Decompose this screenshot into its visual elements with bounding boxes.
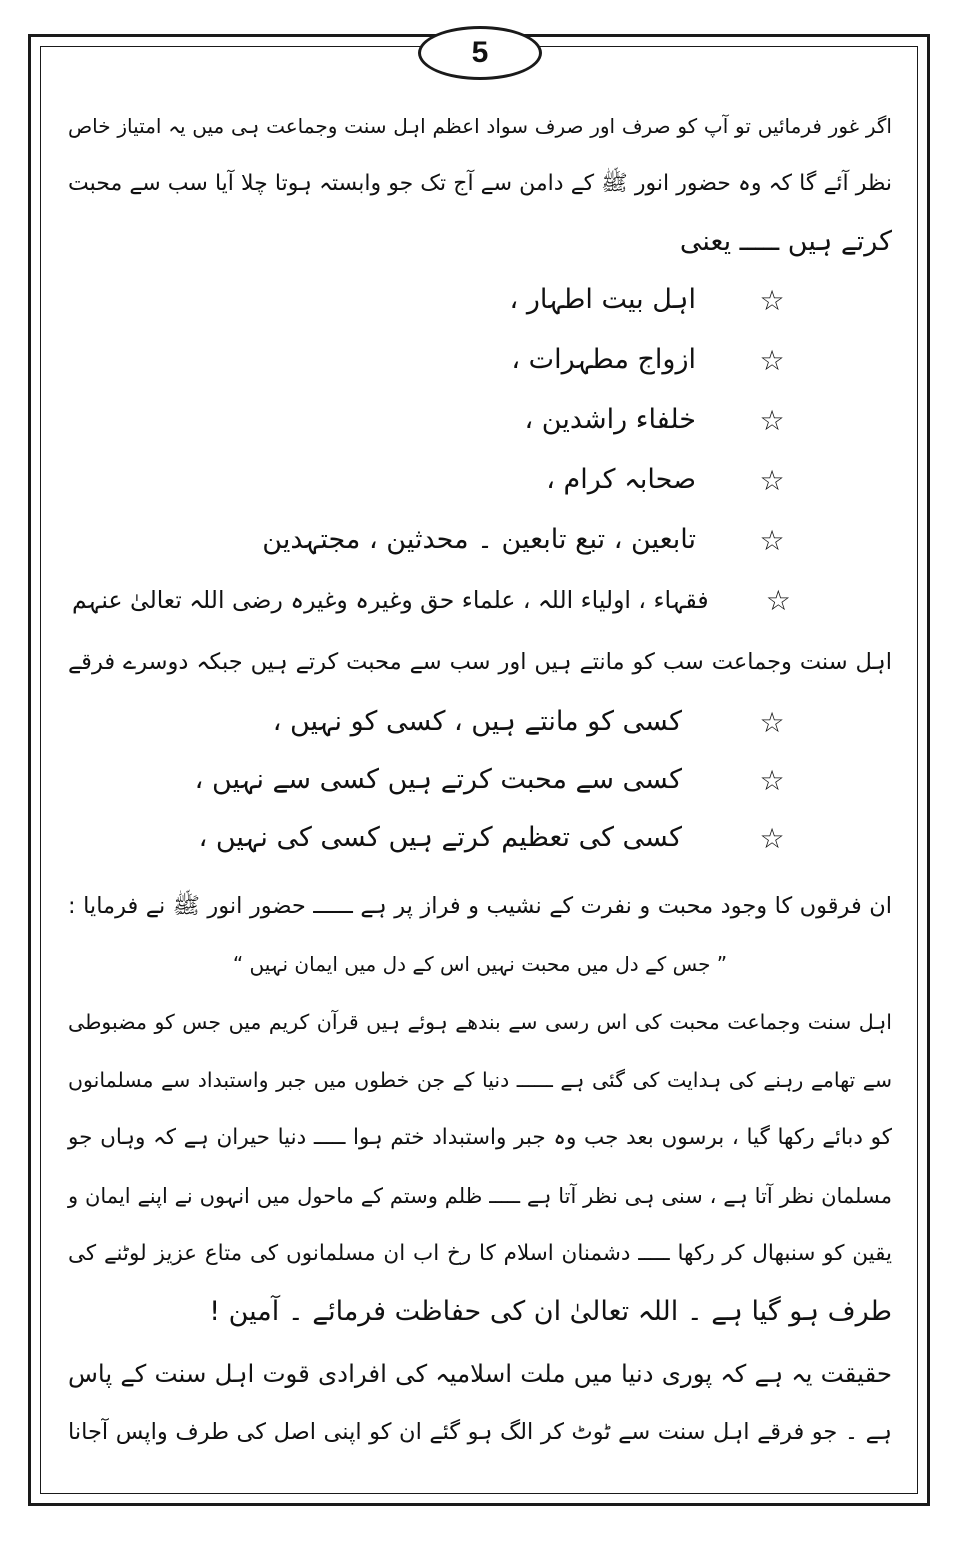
star-bullet-icon: ☆: [759, 463, 785, 497]
list-item: [72, 278, 792, 322]
list-item-text: ازواج مطہرات ،: [511, 344, 696, 375]
hadith-quote: ” جس کے دل میں محبت نہیں اس کے دل میں ایمان نہیں “: [232, 952, 728, 976]
list-item-text: خلفاء راشدین ،: [524, 404, 696, 435]
star-bullet-icon: ☆: [765, 583, 791, 617]
list-item-text: تابعین ، تبع تابعین ۔ محدثین ، مجتہدین: [262, 524, 696, 555]
list-item-text: کسی سے محبت کرتے ہیں کسی سے نہیں ،: [194, 764, 682, 795]
star-bullet-icon: ☆: [759, 283, 785, 317]
list-item: [72, 398, 792, 442]
para5-line-1: حقیقت یہ ہے کہ پوری دنیا میں ملت اسلامیہ کی افرادی قوت اہل سنت کے پاس: [68, 1359, 892, 1388]
star-bullet-icon: ☆: [759, 821, 785, 855]
para4-line-2: سے تھامے رہنے کی ہدایت کی گئی ہے ــــــ دنیا کے جن خطوں میں جبر واستبداد سے مسلمانوں: [68, 1068, 892, 1092]
list-item-text: فقہاء ، اولیاء اللہ ، علماء حق وغیرہ وغیرہ رضی اللہ تعالیٰ عنہم: [72, 586, 709, 614]
para1-line-2: نظر آئے گا کہ وہ حضور انور ﷺ کے دامن سے آج تک جو وابستہ ہوتا چلا آیا سب سے محبت: [68, 171, 892, 196]
list-item-text: کسی کو مانتے ہیں ، کسی کو نہیں ،: [272, 706, 682, 737]
para1-line-1: اگر غور فرمائیں تو آپ کو صرف اور صرف سواد اعظم اہل سنت وجماعت ہی میں یہ امتیاز خاص: [68, 114, 892, 138]
para4-line-5: یقین کو سنبھال کر رکھا ـــــ دشمنان اسلام کا رخ اب ان مسلمانوں کی متاع عزیز لوٹنے کی: [68, 1241, 892, 1266]
star-bullet-icon: ☆: [759, 343, 785, 377]
list-item: [72, 700, 792, 744]
list-item: [72, 816, 792, 860]
para1-line-3: کرتے ہیں ـــــ یعنی: [679, 226, 892, 257]
list-item: [72, 758, 792, 802]
page-number: 5: [418, 26, 542, 80]
star-bullet-icon: ☆: [759, 403, 785, 437]
para3-line: ان فرقوں کا وجود محبت و نفرت کے نشیب و فراز پر ہے ــــــ حضور انور ﷺ نے فرمایا :: [68, 893, 892, 919]
para2-line: اہل سنت وجماعت سب کو مانتے ہیں اور سب سے محبت کرتے ہیں جبکہ دوسرے فرقے: [68, 649, 892, 675]
list-item: [72, 578, 792, 622]
list-item-text: کسی کی تعظیم کرتے ہیں کسی کی نہیں ،: [198, 822, 682, 853]
star-bullet-icon: ☆: [759, 523, 785, 557]
star-bullet-icon: ☆: [759, 705, 785, 739]
para4-line-3: کو دبائے رکھا گیا ، برسوں بعد جب وہ جبر واستبداد ختم ہوا ـــــ دنیا حیران ہے کہ وہاں جو: [68, 1125, 892, 1150]
list-item: [72, 518, 792, 562]
list-item: [72, 338, 792, 382]
list-item-text: اہل بیت اطہار ،: [509, 284, 696, 315]
list-item-text: صحابہ کرام ،: [546, 464, 696, 495]
para4-line-6: طرف ہو گیا ہے ۔ اللہ تعالیٰ ان کی حفاظت فرمائے ۔ آمین !: [209, 1296, 892, 1327]
para4-line-4: مسلمان نظر آتا ہے ، سنی ہی نظر آتا ہے ـــــ ظلم وستم کے ماحول میں انہوں نے اپنے ایمان و: [68, 1184, 892, 1208]
para4-line-1: اہل سنت وجماعت محبت کی اس رسی سے بندھے ہوئے ہیں قرآن کریم میں جس کو مضبوطی: [68, 1010, 892, 1034]
list-item: [72, 458, 792, 502]
star-bullet-icon: ☆: [759, 763, 785, 797]
para5-line-2: ہے ۔ جو فرقے اہل سنت سے ٹوٹ کر الگ ہو گئے ان کو اپنی اصل کی طرف واپس آجانا: [68, 1419, 892, 1445]
